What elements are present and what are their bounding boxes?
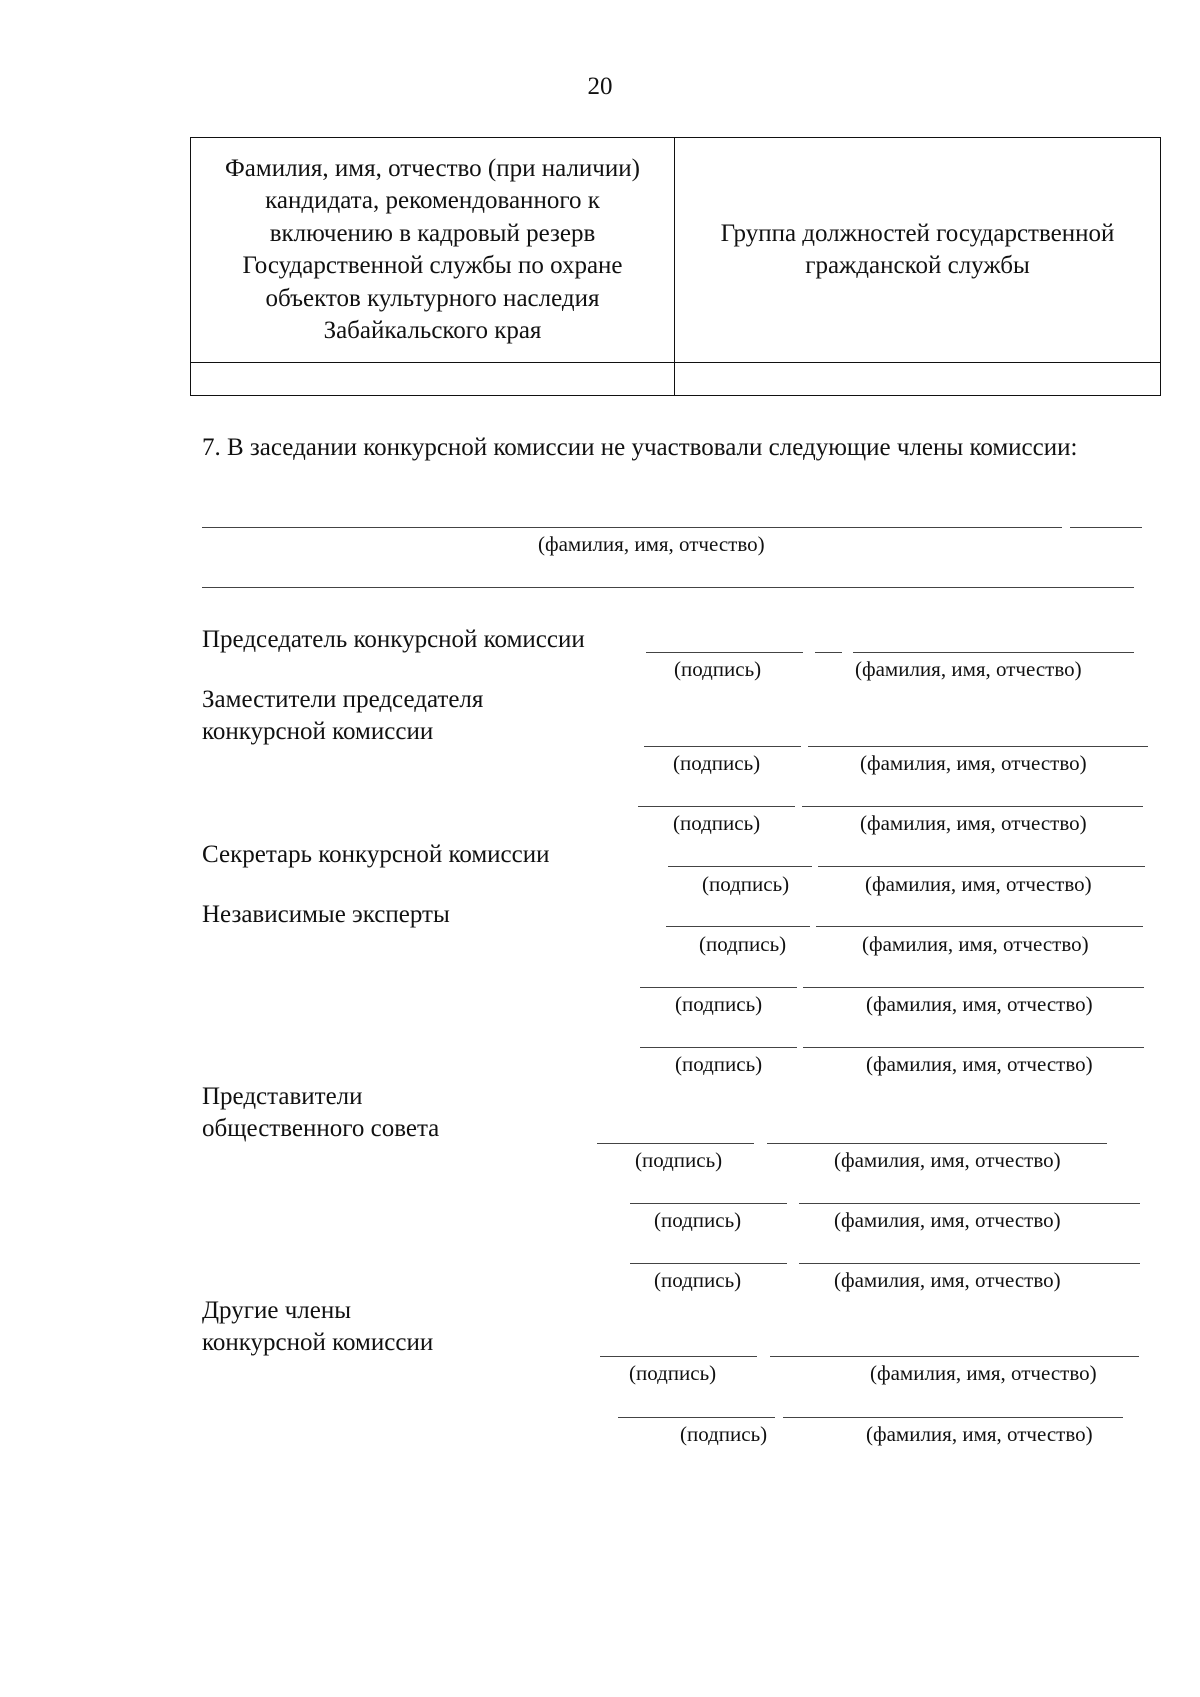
- other-1-fio-caption: (фамилия, имя, отчество): [870, 1361, 1097, 1385]
- other-1-signature-field[interactable]: [600, 1356, 757, 1357]
- expert-2-fio-caption: (фамилия, имя, отчество): [866, 992, 1093, 1016]
- public-1-signature-caption: (подпись): [635, 1148, 723, 1172]
- public-1-fio-field[interactable]: [767, 1143, 1107, 1144]
- public-2-fio-field[interactable]: [799, 1203, 1140, 1204]
- other-members-label-line1: Другие члены: [202, 1297, 352, 1324]
- table-cell-candidate[interactable]: [191, 363, 675, 396]
- public-council-label-line1: Представители: [202, 1083, 363, 1110]
- chairman-signature-field[interactable]: [646, 652, 803, 653]
- experts-label: Независимые эксперты: [202, 901, 450, 928]
- deputy-2-fio-field[interactable]: [802, 806, 1143, 807]
- deputy-label-line2: конкурсной комиссии: [202, 718, 434, 745]
- public-2-signature-caption: (подпись): [654, 1208, 742, 1232]
- table-header-position-group: Группа должностей государственной гражданской службы: [675, 138, 1161, 363]
- reserve-table: [190, 137, 1161, 396]
- public-2-fio-caption: (фамилия, имя, отчество): [834, 1208, 1061, 1232]
- secretary-fio-caption: (фамилия, имя, отчество): [865, 872, 1092, 896]
- deputy-label-line1: Заместители председателя: [202, 686, 484, 713]
- chairman-fio-caption: (фамилия, имя, отчество): [855, 657, 1082, 681]
- secretary-signature-caption: (подпись): [702, 872, 790, 896]
- chairman-extra-field[interactable]: [815, 652, 842, 653]
- expert-2-fio-field[interactable]: [803, 987, 1144, 988]
- deputy-2-signature-field[interactable]: [638, 806, 795, 807]
- public-2-signature-field[interactable]: [630, 1203, 787, 1204]
- deputy-2-fio-caption: (фамилия, имя, отчество): [860, 811, 1087, 835]
- public-3-signature-caption: (подпись): [654, 1268, 742, 1292]
- expert-3-fio-caption: (фамилия, имя, отчество): [866, 1052, 1093, 1076]
- secretary-signature-field[interactable]: [668, 866, 812, 867]
- other-2-fio-caption: (фамилия, имя, отчество): [866, 1422, 1093, 1446]
- other-1-signature-caption: (подпись): [629, 1361, 717, 1385]
- public-council-label-line2: общественного совета: [202, 1115, 440, 1142]
- expert-1-signature-caption: (подпись): [699, 932, 787, 956]
- public-1-fio-caption: (фамилия, имя, отчество): [834, 1148, 1061, 1172]
- expert-3-signature-field[interactable]: [640, 1047, 797, 1048]
- other-2-signature-field[interactable]: [618, 1417, 775, 1418]
- deputy-1-fio-caption: (фамилия, имя, отчество): [860, 751, 1087, 775]
- expert-2-signature-field[interactable]: [640, 987, 797, 988]
- table-cell-position-group[interactable]: [675, 363, 1161, 396]
- table-row: [191, 363, 1161, 396]
- public-1-signature-field[interactable]: [597, 1143, 754, 1144]
- deputy-1-signature-field[interactable]: [644, 746, 801, 747]
- expert-1-fio-field[interactable]: [816, 926, 1143, 927]
- expert-3-fio-field[interactable]: [803, 1047, 1144, 1048]
- public-3-fio-caption: (фамилия, имя, отчество): [834, 1268, 1061, 1292]
- other-2-signature-caption: (подпись): [680, 1422, 768, 1446]
- absent-member-caption: (фамилия, имя, отчество): [538, 532, 765, 556]
- expert-1-signature-field[interactable]: [666, 926, 810, 927]
- chairman-label: Председатель конкурсной комиссии: [202, 626, 585, 653]
- expert-2-signature-caption: (подпись): [675, 992, 763, 1016]
- other-1-fio-field[interactable]: [770, 1356, 1139, 1357]
- other-members-label-line2: конкурсной комиссии: [202, 1329, 434, 1356]
- absent-member-field-1b[interactable]: [1070, 527, 1142, 528]
- expert-3-signature-caption: (подпись): [675, 1052, 763, 1076]
- page-number: 20: [587, 73, 613, 100]
- other-2-fio-field[interactable]: [783, 1417, 1123, 1418]
- absent-member-field-1[interactable]: [202, 527, 1062, 528]
- table-header-candidate: Фамилия, имя, отчество (при наличии) кандидата, рекомендованного к включению в кадровый резерв Государственной службы по охране объектов культурного наследия Забайкальского края: [191, 138, 675, 363]
- public-3-fio-field[interactable]: [799, 1263, 1140, 1264]
- deputy-2-signature-caption: (подпись): [673, 811, 761, 835]
- secretary-label: Секретарь конкурсной комиссии: [202, 841, 550, 868]
- absent-member-field-2[interactable]: [202, 587, 1134, 588]
- chairman-signature-caption: (подпись): [674, 657, 762, 681]
- secretary-fio-field[interactable]: [818, 866, 1145, 867]
- section-7-text: 7. В заседании конкурсной комиссии не участвовали следующие члены комиссии:: [202, 434, 1078, 461]
- expert-1-fio-caption: (фамилия, имя, отчество): [862, 932, 1089, 956]
- deputy-1-signature-caption: (подпись): [673, 751, 761, 775]
- public-3-signature-field[interactable]: [630, 1263, 787, 1264]
- table-header-row: [191, 138, 1161, 363]
- deputy-1-fio-field[interactable]: [808, 746, 1148, 747]
- chairman-fio-field[interactable]: [853, 652, 1134, 653]
